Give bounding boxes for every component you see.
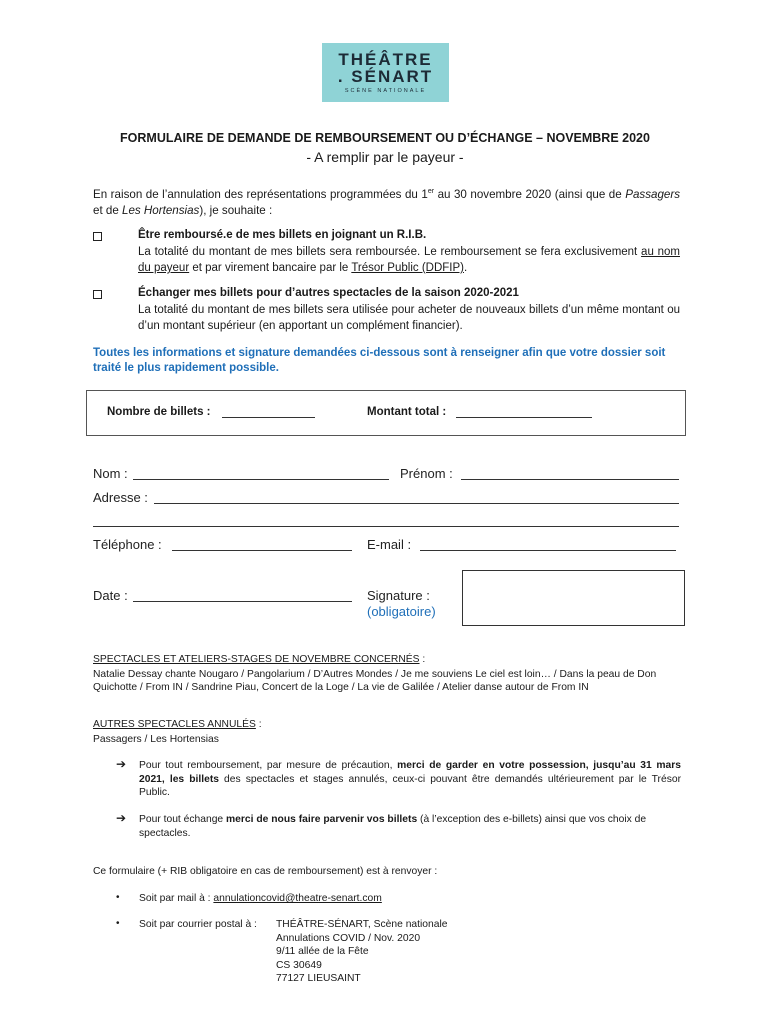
ticket-count-label: Nombre de billets : bbox=[107, 406, 211, 418]
cancelled-shows-heading: AUTRES SPECTACLES ANNULÉS bbox=[93, 719, 256, 730]
logo-line-1: THÉÂTRE bbox=[338, 50, 433, 69]
return-instruction: Ce formulaire (+ RIB obligatoire en cas de remboursement) est à renvoyer : bbox=[93, 866, 438, 877]
logo-line-2: . SÉNART bbox=[337, 67, 434, 86]
concerned-shows-list: Natalie Dessay chante Nougaro / Pangolarium / D’Autres Mondes / Je me souviens Le ciel est loin… / Dans la peau de Don Quichotte / From IN / Sandrine Piau, Concert de la Loge / La vie de Galilée / Atelier danse autour de From IN bbox=[93, 668, 657, 693]
exchange-option-title: Échanger mes billets pour d’autres spectacles de la saison 2020-2021 bbox=[138, 287, 519, 299]
form-subtitle: - A remplir par le payeur - bbox=[306, 149, 464, 165]
first-name-input[interactable] bbox=[461, 479, 679, 480]
postal-address: THÉÂTRE-SÉNART, Scène nationale Annulations COVID / Nov. 2020 9/11 allée de la Fête CS 30649 77127 LIEUSAINT bbox=[276, 919, 448, 984]
bullet-icon: • bbox=[116, 892, 120, 903]
signature-box[interactable] bbox=[462, 570, 685, 626]
email-input[interactable] bbox=[420, 550, 676, 551]
arrow-right-icon: ➔ bbox=[116, 757, 127, 771]
refund-instruction: Pour tout remboursement, par mesure de précaution, merci de garder en votre possession, jusqu’au 31 mars 2021, les billets des spectacles et stages annulés, ceux-ci pouvant être demandés ultérieurement par le Trésor Public. bbox=[139, 760, 681, 798]
postal-label: Soit par courrier postal à : bbox=[139, 919, 257, 930]
concerned-shows-section: SPECTACLES ET ATELIERS-STAGES DE NOVEMBRE CONCERNÉS : Natalie Dessay chante Nougaro / Pangolarium / D’Autres Mondes / Je me souviens Le ciel est loin… / Dans la peau de Don Quichotte / From IN / Sandrine Piau, Concert de la Loge / La vie de Galilée / Atelier danse autour de From IN bbox=[93, 653, 683, 695]
refund-checkbox[interactable] bbox=[93, 232, 102, 241]
date-label: Date : bbox=[93, 588, 128, 603]
total-amount-input[interactable] bbox=[456, 417, 592, 418]
cancelled-shows-section: AUTRES SPECTACLES ANNULÉS : Passagers / Les Hortensias bbox=[93, 718, 683, 746]
email-link[interactable]: annulationcovid@theatre-senart.com bbox=[213, 893, 382, 904]
arrow-right-icon: ➔ bbox=[116, 811, 127, 825]
phone-label: Téléphone : bbox=[93, 537, 162, 552]
exchange-option-body: La totalité du montant de mes billets sera utilisée pour acheter de nouveaux billets d’un même montant ou d’un montant supérieur (en apportant un complément financier). bbox=[138, 304, 680, 332]
refund-option-title: Être remboursé.e de mes billets en joignant un R.I.B. bbox=[138, 229, 427, 241]
exchange-instruction: Pour tout échange merci de nous faire parvenir vos billets (à l’exception des e-billets) ainsi que vos choix de spectacles. bbox=[139, 814, 647, 839]
exchange-checkbox[interactable] bbox=[93, 290, 102, 299]
email-label: E-mail : bbox=[367, 537, 412, 552]
last-name-label: Nom : bbox=[93, 466, 128, 481]
info-note: Toutes les informations et signature demandées ci-dessous sont à renseigner afin que votre dossier soit traité le plus rapidement possible. bbox=[93, 347, 666, 374]
phone-input[interactable] bbox=[172, 550, 352, 551]
intro-paragraph: En raison de l’annulation des représentations programmées du 1er au 30 novembre 2020 (ainsi que de Passagers et de Les Hortensias), je souhaite : bbox=[93, 187, 680, 217]
refund-option-body: La totalité du montant de mes billets sera remboursée. Le remboursement se fera exclusivement au nom du payeur et par virement bancaire par le Trésor Public (DDFIP). bbox=[138, 246, 680, 274]
first-name-label: Prénom : bbox=[400, 466, 453, 481]
concerned-shows-heading: SPECTACLES ET ATELIERS-STAGES DE NOVEMBRE CONCERNÉS bbox=[93, 654, 420, 665]
theatre-senart-logo bbox=[322, 43, 449, 102]
cancelled-shows-list: Passagers / Les Hortensias bbox=[93, 733, 219, 745]
total-amount-label: Montant total : bbox=[367, 406, 447, 418]
bullet-icon: • bbox=[116, 918, 120, 929]
mail-option: Soit par mail à : annulationcovid@theatre-senart.com bbox=[139, 893, 382, 904]
logo-line-3: SCÈNE NATIONALE bbox=[344, 88, 427, 94]
date-input[interactable] bbox=[133, 601, 352, 602]
ticket-count-input[interactable] bbox=[222, 417, 315, 418]
form-title: FORMULAIRE DE DEMANDE DE REMBOURSEMENT OU D’ÉCHANGE – NOVEMBRE 2020 bbox=[120, 131, 650, 145]
address-input-line-2[interactable] bbox=[93, 526, 679, 527]
signature-label: Signature : bbox=[367, 588, 430, 603]
signature-required-note: (obligatoire) bbox=[367, 604, 436, 619]
address-input-line-1[interactable] bbox=[154, 503, 679, 504]
address-label: Adresse : bbox=[93, 490, 148, 505]
last-name-input[interactable] bbox=[133, 479, 389, 480]
